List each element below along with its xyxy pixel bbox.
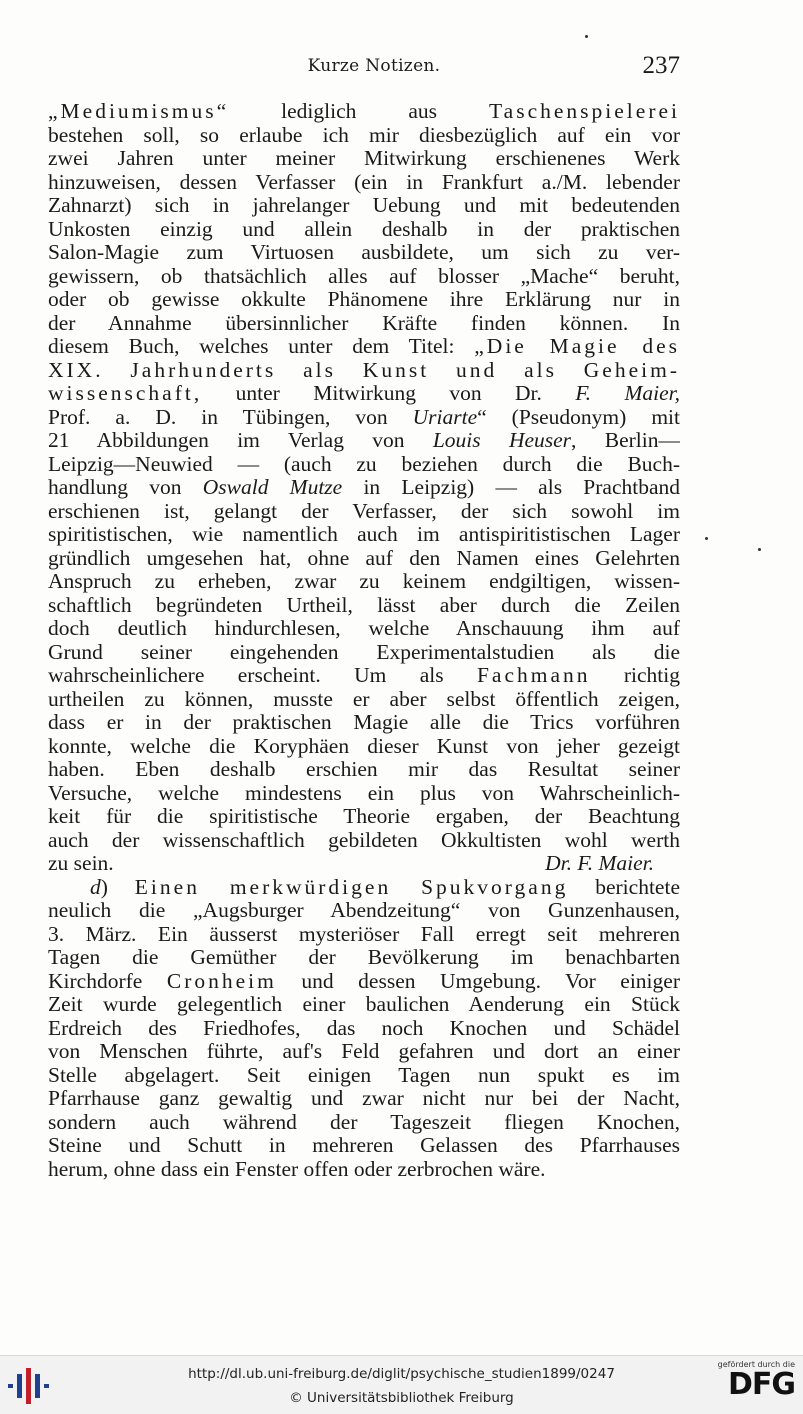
signature: Dr. F. Maier. — [545, 852, 654, 875]
text-line — [48, 711, 680, 735]
text-segment: erschienen ist, gelangt der Verfasser, der sich sowohl im — [48, 499, 680, 523]
text-segment: Taschenspielerei — [489, 100, 680, 123]
page-url-link[interactable]: http://dl.ub.uni-freiburg.de/diglit/psychische_studien1899/0247 — [188, 1366, 615, 1382]
text-line — [48, 594, 680, 618]
text-segment: ) — [100, 875, 135, 899]
text-line — [48, 1158, 680, 1182]
text-segment: Salon-Magie zum Virtuosen ausbildete, um sich zu ver- — [48, 241, 680, 264]
text-segment: Zahnarzt) sich in jahrelanger Uebung und mit bedeutenden — [48, 194, 680, 217]
text-segment: urtheilen zu können, musste er aber selbst öffentlich zeigen, — [48, 687, 680, 711]
text-segment: Versuche, welche mindestens ein plus von Wahrscheinlich- — [48, 781, 680, 805]
text-line — [48, 265, 680, 289]
text-line — [48, 523, 680, 547]
text-segment: oder ob gewisse okkulte Phänomene ihre Erklärung nur in — [48, 288, 680, 311]
text-segment: handlung von — [48, 476, 203, 499]
text-segment: „Die Magie des — [474, 335, 680, 358]
text-line — [48, 664, 680, 688]
text-line — [48, 805, 680, 829]
text-line — [48, 570, 680, 594]
running-title: Kurze Notizen. — [307, 56, 441, 76]
text-line — [48, 147, 680, 171]
text-line — [48, 382, 680, 406]
text-line — [48, 500, 680, 524]
viewer-footer — [0, 1355, 803, 1414]
text-line — [48, 218, 680, 242]
text-segment: auch der wissenschaftlich gebildeten Okkultisten wohl werth — [48, 828, 680, 852]
scan-speck — [758, 548, 761, 551]
text-line — [48, 124, 680, 148]
text-line — [48, 1134, 680, 1158]
text-segment: hinzuweisen, dessen Verfasser (ein in Frankfurt a./M. lebender — [48, 170, 680, 194]
text-segment: Anspruch zu erheben, zwar zu keinem endgiltigen, wissen- — [48, 570, 680, 593]
text-segment: von Menschen führte, auf's Feld gefahren und dort an einer — [48, 1040, 680, 1063]
text-segment: Stelle abgelagert. Seit einigen Tagen nun spukt es im — [48, 1063, 680, 1087]
text-line — [48, 758, 680, 782]
text-segment: schaftlich begründeten Urtheil, lässt aber durch die Zeilen — [48, 593, 680, 617]
text-line — [48, 829, 680, 853]
text-segment: Einen merkwürdigen Spukvorgang — [134, 875, 569, 899]
text-segment: 21 Abbildungen im Verlag von — [48, 429, 433, 452]
text-segment: 3. März. Ein äusserst mysteriöser Fall erregt seit mehreren — [48, 922, 680, 946]
text-segment: herum, ohne dass ein Fenster offen oder zerbrochen wäre. — [48, 1157, 546, 1181]
text-segment: Leipzig—Neuwied — (auch zu beziehen durch die Buch- — [48, 452, 680, 476]
article-body — [48, 100, 680, 1181]
text-segment: Pfarrhause ganz gewaltig und zwar nicht nur bei der Nacht, — [48, 1087, 680, 1110]
text-line — [48, 688, 680, 712]
text-segment: gewissern, ob thatsächlich alles auf blosser „Mache“ beruht, — [48, 264, 680, 288]
text-segment: Grund seiner eingehenden Experimentalstudien als die — [48, 640, 680, 664]
text-segment: Unkosten einzig und allein deshalb in der praktischen — [48, 217, 680, 241]
text-segment: , Berlin— — [571, 429, 680, 452]
text-line — [48, 100, 680, 124]
text-line — [48, 476, 680, 500]
text-segment: bestehen soll, so erlaube ich mir diesbezüglich auf ein vor — [48, 123, 680, 147]
text-segment: in Leipzig) — als Prachtband — [342, 476, 680, 499]
text-line — [48, 406, 680, 430]
text-segment: unter Mitwirkung von Dr. — [202, 382, 576, 405]
text-line — [48, 288, 680, 312]
text-line — [48, 453, 680, 477]
page-header — [48, 52, 680, 82]
text-line — [48, 1064, 680, 1088]
text-line — [48, 852, 680, 876]
dfg-wordmark: DFG — [727, 1367, 795, 1402]
text-segment: lediglich aus — [229, 100, 490, 123]
scan-speck — [585, 35, 588, 38]
text-segment: “ (Pseudonym) mit — [477, 405, 680, 429]
text-segment: Louis Heuser — [432, 429, 572, 452]
text-segment: Oswald Mutze — [202, 476, 343, 499]
copyright-notice: © Universitätsbibliothek Freiburg — [289, 1390, 514, 1406]
text-segment: dass er in der praktischen Magie alle die Trics vorführen — [48, 711, 680, 734]
text-line — [48, 359, 680, 383]
text-segment: Zeit wurde gelegentlich einer baulichen Aenderung ein Stück — [48, 993, 680, 1016]
text-segment: XIX. Jahrhunderts als Kunst und als Geheim- — [48, 358, 680, 382]
text-line — [48, 194, 680, 218]
text-segment: zwei Jahren unter meiner Mitwirkung erschienenes Werk — [48, 147, 680, 170]
text-segment: Erdreich des Friedhofes, das noch Knochen und Schädel — [48, 1016, 680, 1040]
text-segment: spiritistischen, wie namentlich auch im antispiritistischen Lager — [48, 523, 680, 546]
text-line — [48, 1017, 680, 1041]
text-line — [48, 171, 680, 195]
text-segment: neulich die „Augsburger Abendzeitung“ von Gunzenhausen, — [48, 899, 680, 922]
text-segment: Cronheim — [166, 969, 277, 993]
text-line — [48, 970, 680, 994]
text-line — [48, 923, 680, 947]
text-segment: konnte, welche die Koryphäen dieser Kunst von jeher gezeigt — [48, 734, 680, 758]
dfg-logo-icon — [711, 1360, 795, 1410]
text-segment: Uriarte — [412, 405, 478, 429]
text-segment: haben. Eben deshalb erschien mir das Resultat seiner — [48, 758, 680, 781]
page-number: 237 — [642, 52, 680, 79]
text-segment: „Mediumismus“ — [48, 100, 230, 123]
text-segment: und dessen Umgebung. Vor einiger — [276, 969, 680, 993]
dfg-tagline: gefördert durch die — [717, 1360, 795, 1369]
text-segment: diesem Buch, welches unter dem Titel: — [48, 335, 475, 358]
text-segment: d — [90, 875, 101, 899]
text-line — [48, 876, 680, 900]
text-line — [48, 1111, 680, 1135]
text-line — [48, 1087, 680, 1111]
text-segment: keit für die spiritistische Theorie ergaben, der Beachtung — [48, 805, 680, 828]
text-line — [48, 899, 680, 923]
scan-speck — [705, 537, 708, 540]
text-line — [48, 641, 680, 665]
text-segment: doch deutlich hindurchlesen, welche Anschauung ihm auf — [48, 617, 680, 640]
text-segment: Fachmann — [476, 664, 591, 687]
text-segment: sondern auch während der Tageszeit fliegen Knochen, — [48, 1110, 680, 1134]
text-segment: zu sein. — [48, 852, 114, 875]
text-segment: der Annahme übersinnlicher Kräfte finden können. In — [48, 311, 680, 335]
text-segment: gründlich umgesehen hat, ohne auf den Namen eines Gelehrten — [48, 546, 680, 570]
text-segment: wissenschaft, — [48, 382, 203, 405]
text-segment: wahrscheinlichere erscheint. Um als — [48, 664, 477, 687]
text-line — [48, 993, 680, 1017]
text-line — [48, 946, 680, 970]
text-segment: F. Maier, — [575, 382, 680, 405]
text-line — [48, 1040, 680, 1064]
text-line — [48, 335, 680, 359]
text-line — [48, 312, 680, 336]
text-segment: Prof. a. D. in Tübingen, von — [48, 405, 413, 429]
text-line — [48, 547, 680, 571]
text-line — [48, 617, 680, 641]
text-segment: Tagen die Gemüther der Bevölkerung im benachbarten — [48, 946, 680, 969]
text-segment: berichtete — [568, 875, 680, 899]
text-line — [48, 782, 680, 806]
text-line — [48, 735, 680, 759]
text-segment: Steine und Schutt in mehreren Gelassen des Pfarrhauses — [48, 1134, 680, 1157]
text-line — [48, 241, 680, 265]
text-segment: Kirchdorfe — [48, 969, 167, 993]
text-segment: richtig — [590, 664, 680, 687]
text-line — [48, 429, 680, 453]
